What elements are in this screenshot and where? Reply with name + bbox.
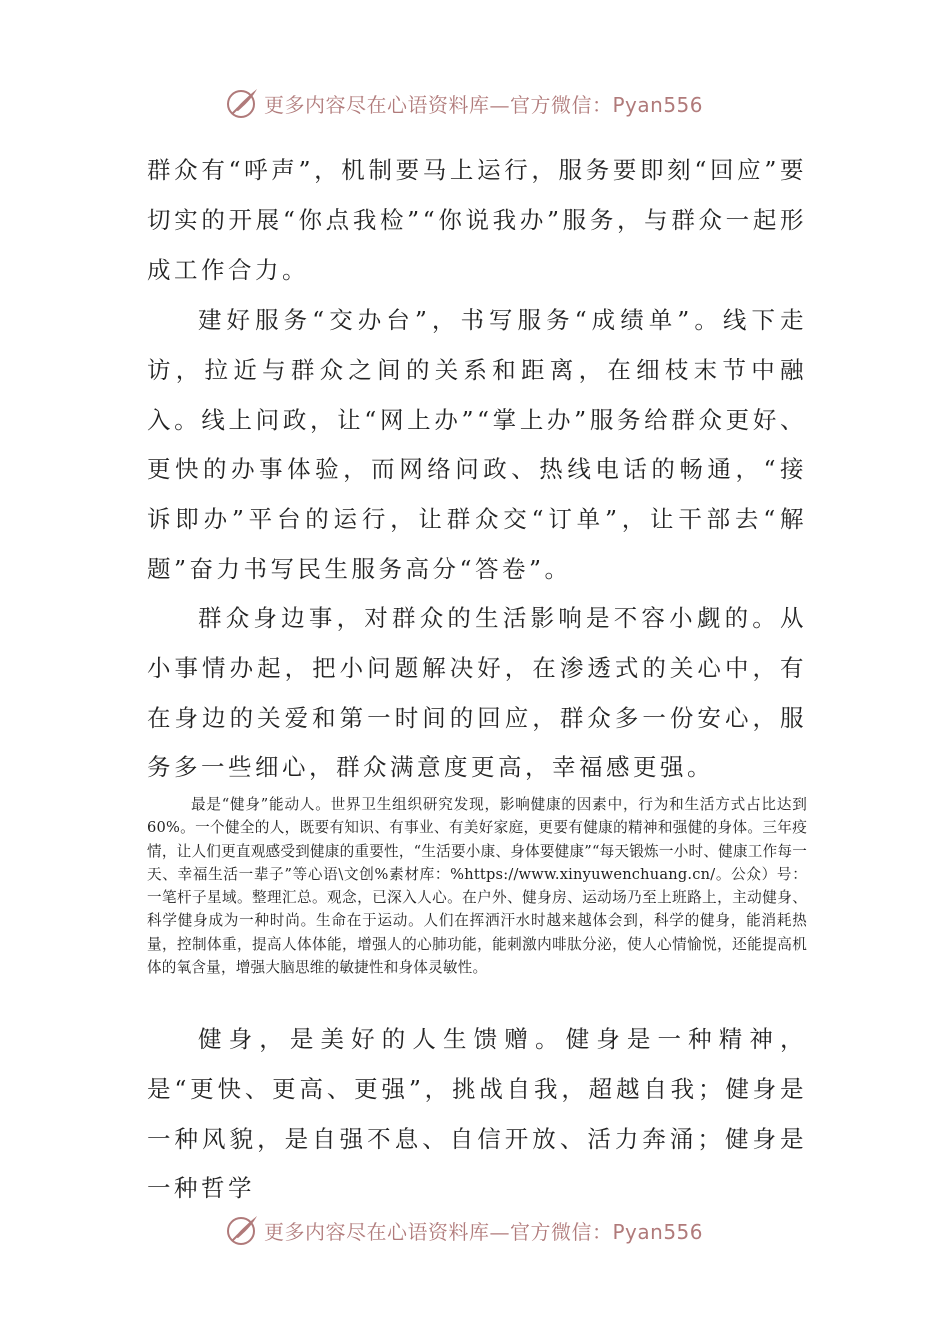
paragraph-3: 群众身边事，对群众的生活影响是不容小觑的。从小事情办起，把小问题解决好，在渗透式的关心中，有在身边的关爱和第一时间的回应，群众多一份安心，服务多一些细心，群众满意度更高，幸福感更强。: [147, 604, 807, 782]
quill-logo-icon: [226, 1213, 260, 1247]
paragraph-2: 建好服务“交办台”，书写服务“成绩单”。线下走访，拉近与群众之间的关系和距离，在细枝末节中融入。线上问政，让“网上办”“掌上办”服务给群众更好、更快的办事体验，而网络问政、热线电话的畅通，“接诉即办”平台的运行，让群众交“订单”，让干部去“解题”奋力书写民生服务高分“答卷”。: [147, 306, 807, 583]
paragraph-1: 群众有“呼声”，机制要马上运行，服务要即刻“回应”要切实的开展“你点我检”“你说我办”服务，与群众一起形成工作合力。: [147, 156, 807, 284]
paragraph-5: 健身，是美好的人生馈赠。健身是一种精神，是“更快、更高、更强”，挑战自我，超越自我；健身是一种风貌，是自强不息、自信开放、活力奔涌；健身是一种哲学: [147, 1025, 807, 1203]
footer-banner: [226, 1210, 703, 1250]
quill-logo-icon: [226, 86, 260, 120]
paragraph-4-small: 最是“健身”能动人。世界卫生组织研究发现，影响健康的因素中，行为和生活方式占比达到60%。一个健全的人，既要有知识、有事业、有美好家庭，更要有健康的精神和强健的身体。三年疫情，让人们更直观感受到健康的重要性，“生活要小康、身体要健康”“每天锻炼一小时、健康工作每一天、幸福生活一辈子”等心语\文创%素材库：%https://www.xinyuwenchuang.cn/。公众）号：一笔杆子星域。整理汇总。观念，已深入人心。在户外、健身房、运动场乃至上班路上，主动健身、科学健身成为一种时尚。生命在于运动。人们在挥洒汗水时越来越体会到，科学的健身，能消耗热量，控制体重，提高人体体能，增强人的心肺功能，能刺激内啡肽分泌，使人心情愉悦，还能提高机体的氧含量，增强大脑思维的敏捷性和身体灵敏性。: [147, 796, 807, 977]
banner-text: 更多内容尽在心语资料库—官方微信：Pyan556: [264, 92, 704, 117]
header-banner: [226, 83, 703, 123]
banner-text: 更多内容尽在心语资料库—官方微信：Pyan556: [264, 1219, 704, 1244]
